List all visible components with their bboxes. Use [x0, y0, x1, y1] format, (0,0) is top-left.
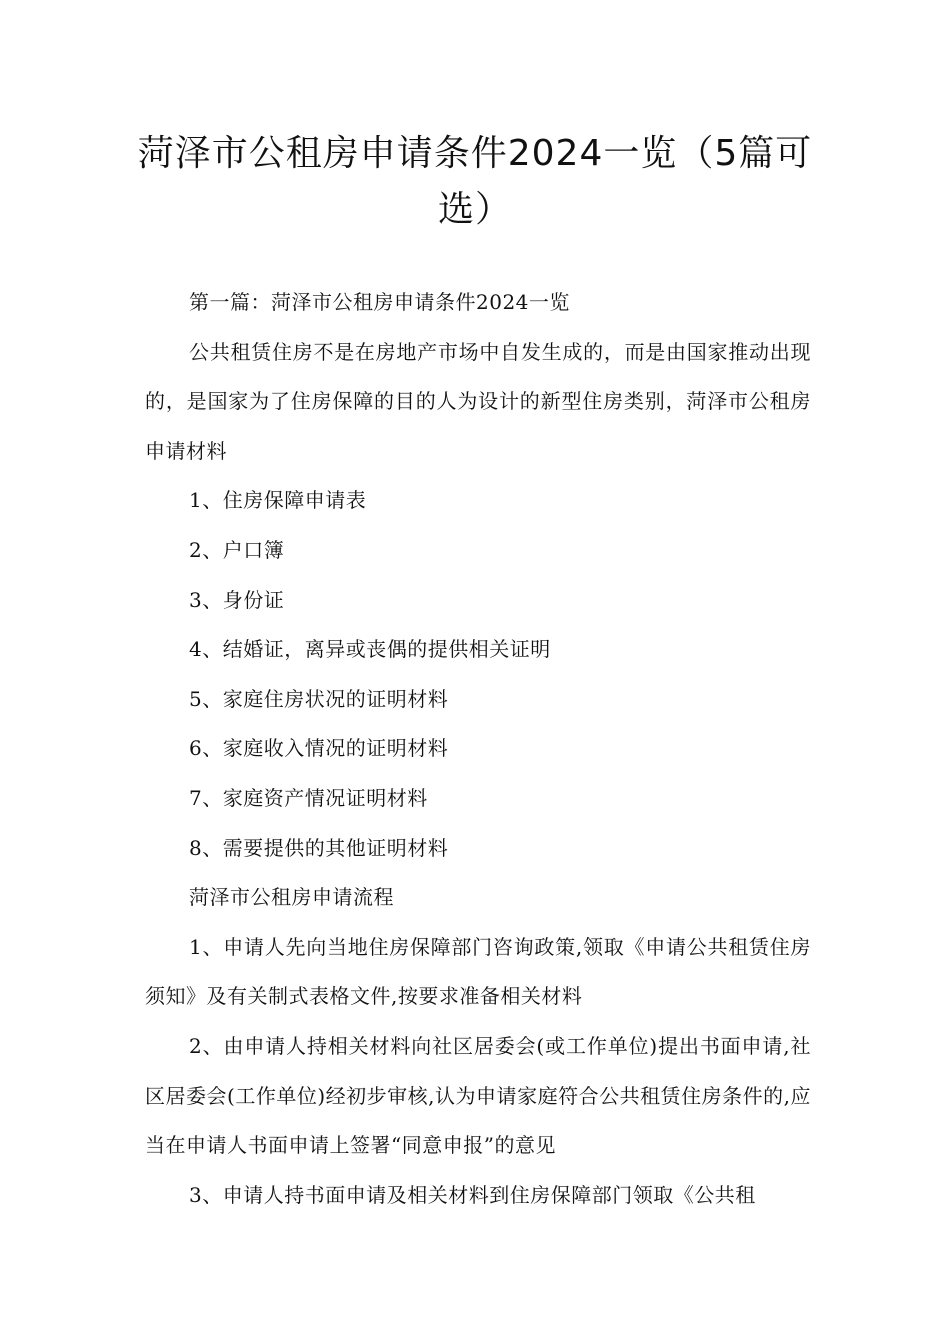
document-title: 菏泽市公租房申请条件2024一览（5篇可选）: [137, 133, 813, 230]
list-item-material: 6、家庭收入情况的证明材料: [189, 736, 449, 761]
paragraph-intro: 公共租赁住房不是在房地产市场中自发生成的，而是由国家推动出现的，是国家为了住房保障的目的人为设计的新型住房类别，菏泽市公租房申请材料: [145, 339, 811, 463]
list-item-material: 7、家庭资产情况证明材料: [189, 785, 428, 810]
paragraph-process-heading: 菏泽市公租房申请流程: [189, 885, 394, 910]
list-item-material: 1、住房保障申请表: [189, 488, 367, 513]
list-item-process-step: 2、由申请人持相关材料向社区居委会(或工作单位)提出书面申请,社区居委会(工作单位)经初步审核,认为申请家庭符合公共租赁住房条件的,应当在申请人书面申请上签署“同意申报”的意见: [145, 1033, 811, 1158]
list-item-material: 2、户口簿: [189, 537, 285, 562]
list-item-material: 8、需要提供的其他证明材料: [189, 835, 449, 860]
list-item-process-step: 1、申请人先向当地住房保障部门咨询政策,领取《申请公共租赁住房须知》及有关制式表格文件,按要求准备相关材料: [145, 934, 811, 1009]
list-item-material: 4、结婚证，离异或丧偶的提供相关证明: [189, 637, 551, 662]
list-item-process-step: 3、申请人持书面申请及相关材料到住房保障部门领取《公共租: [189, 1182, 756, 1207]
list-item-material: 3、身份证: [189, 587, 285, 612]
document-body: [145, 278, 811, 1220]
list-item-material: 5、家庭住房状况的证明材料: [189, 686, 449, 711]
paragraph-section-heading: 第一篇：菏泽市公租房申请条件2024一览: [189, 290, 570, 314]
